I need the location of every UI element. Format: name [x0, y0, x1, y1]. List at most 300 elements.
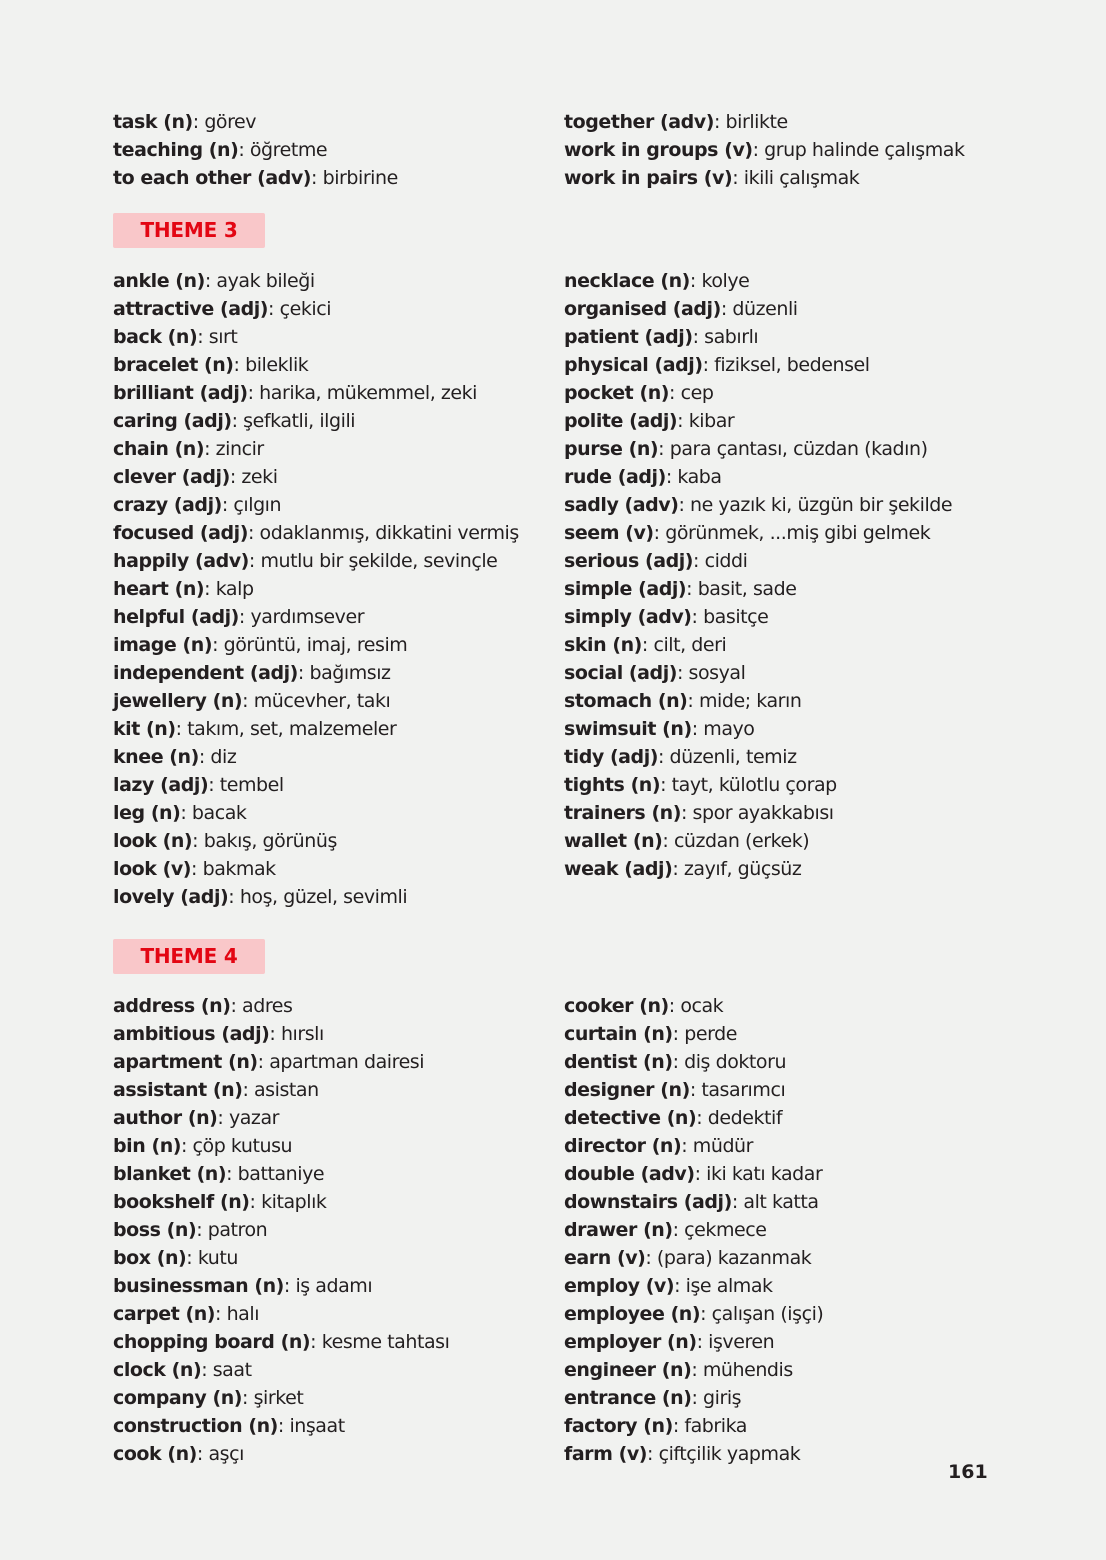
- vocab-term: employee (n): [564, 1303, 701, 1325]
- vocab-term: helpful (adj): [113, 606, 239, 628]
- vocab-meaning: kibar: [688, 410, 735, 432]
- vocab-entry: [564, 855, 1013, 883]
- term-separator: :: [665, 466, 678, 488]
- vocab-entry: [113, 1160, 564, 1188]
- vocab-term: happily (adv): [113, 550, 249, 572]
- vocab-meaning: bileklik: [245, 354, 309, 376]
- term-separator: :: [732, 167, 744, 189]
- section-columns: [113, 992, 1013, 1468]
- vocab-entry: [564, 463, 1013, 491]
- term-separator: :: [681, 1135, 693, 1157]
- vocab-term: wallet (n): [564, 830, 663, 852]
- vocab-entry: [564, 1076, 1013, 1104]
- vocab-term: tidy (adj): [564, 746, 658, 768]
- word-list-left: [113, 108, 564, 192]
- vocab-entry: [113, 108, 564, 136]
- vocab-term: company (n): [113, 1387, 243, 1409]
- vocab-term: clever (adj): [113, 466, 230, 488]
- vocab-entry: [564, 295, 1013, 323]
- theme-3-heading: THEME 3: [113, 213, 265, 248]
- term-separator: :: [217, 1107, 229, 1129]
- term-separator: :: [181, 1135, 193, 1157]
- vocab-entry: [564, 1412, 1013, 1440]
- term-separator: :: [693, 550, 705, 572]
- vocab-entry: [113, 136, 564, 164]
- term-separator: :: [198, 746, 211, 768]
- vocab-meaning: battaniye: [237, 1163, 325, 1185]
- term-separator: :: [692, 326, 705, 348]
- vocab-meaning: görüntü, imaj, resim: [223, 634, 408, 656]
- vocab-meaning: çiftçilik yapmak: [658, 1443, 801, 1465]
- vocab-term: work in groups (v): [564, 139, 753, 161]
- vocab-term: weak (adj): [564, 858, 673, 880]
- vocab-meaning: bakış, görünüş: [203, 830, 337, 852]
- vocab-meaning: düzenli, temiz: [669, 746, 797, 768]
- vocab-entry: [113, 1076, 564, 1104]
- vocab-meaning: kalp: [215, 578, 254, 600]
- vocab-meaning: kesme tahtası: [321, 1331, 450, 1353]
- term-separator: :: [674, 1275, 686, 1297]
- vocab-term: boss (n): [113, 1219, 197, 1241]
- vocab-entry: [564, 1440, 1013, 1468]
- term-separator: :: [283, 1275, 296, 1297]
- vocab-meaning: basitçe: [703, 606, 769, 628]
- term-separator: :: [645, 1247, 657, 1269]
- term-separator: :: [191, 858, 203, 880]
- vocab-term: social (adj): [564, 662, 677, 684]
- vocab-term: farm (v): [564, 1443, 648, 1465]
- vocab-meaning: birlikte: [725, 111, 788, 133]
- term-separator: :: [647, 1443, 659, 1465]
- term-separator: :: [677, 410, 689, 432]
- vocab-term: lovely (adj): [113, 886, 229, 908]
- term-separator: :: [687, 690, 699, 712]
- vocab-meaning: adres: [242, 995, 293, 1017]
- vocab-meaning: fiziksel, bedensel: [714, 354, 870, 376]
- vocab-entry: [113, 1272, 564, 1300]
- vocab-term: assistant (n): [113, 1079, 243, 1101]
- vocab-entry: [564, 351, 1013, 379]
- vocab-entry: [113, 164, 564, 192]
- vocab-term: kit (n): [113, 718, 176, 740]
- vocab-meaning: perde: [684, 1023, 737, 1045]
- term-separator: :: [233, 354, 246, 376]
- vocab-term: blanket (n): [113, 1163, 227, 1185]
- term-separator: :: [242, 1079, 254, 1101]
- vocab-meaning: halı: [226, 1303, 260, 1325]
- term-separator: :: [686, 578, 698, 600]
- vocab-meaning: sosyal: [688, 662, 746, 684]
- vocab-entry: [113, 1020, 564, 1048]
- vocab-entry: [564, 519, 1013, 547]
- vocab-entry: [564, 1048, 1013, 1076]
- vocab-term: entrance (n): [564, 1387, 692, 1409]
- term-separator: :: [672, 1415, 685, 1437]
- vocab-entry: [113, 575, 564, 603]
- vocab-meaning: fabrika: [684, 1415, 748, 1437]
- vocab-entry: [564, 743, 1013, 771]
- vocab-term: factory (n): [564, 1415, 673, 1437]
- vocab-entry: [564, 1216, 1013, 1244]
- vocab-term: cook (n): [113, 1443, 197, 1465]
- term-separator: :: [678, 494, 691, 516]
- vocab-term: teaching (n): [113, 139, 239, 161]
- vocab-term: trainers (n): [564, 802, 681, 824]
- vocab-entry: [113, 855, 564, 883]
- term-separator: :: [696, 1107, 708, 1129]
- vocab-term: swimsuit (n): [564, 718, 692, 740]
- vocab-meaning: kaba: [677, 466, 722, 488]
- vocab-meaning: görev: [204, 111, 257, 133]
- vocab-meaning: hoş, güzel, sevimli: [239, 886, 408, 908]
- vocab-entry: [564, 547, 1013, 575]
- vocab-entry: [113, 435, 564, 463]
- vocab-term: clock (n): [113, 1359, 202, 1381]
- vocab-entry: [564, 1160, 1013, 1188]
- vocab-entry: [564, 491, 1013, 519]
- term-separator: :: [277, 1415, 290, 1437]
- vocab-meaning: kolye: [701, 270, 750, 292]
- vocab-term: earn (v): [564, 1247, 646, 1269]
- term-separator: :: [689, 270, 702, 292]
- term-separator: :: [691, 1387, 704, 1409]
- vocab-meaning: müdür: [692, 1135, 754, 1157]
- vocab-term: chopping board (n): [113, 1331, 311, 1353]
- vocab-entry: [564, 1328, 1013, 1356]
- vocab-meaning: mühendis: [702, 1359, 793, 1381]
- vocab-entry: [564, 1356, 1013, 1384]
- vocab-entry: [113, 1356, 564, 1384]
- vocab-entry: [564, 435, 1013, 463]
- vocab-meaning: öğretme: [249, 139, 328, 161]
- term-separator: :: [215, 1303, 227, 1325]
- vocab-term: bin (n): [113, 1135, 181, 1157]
- vocab-meaning: inşaat: [289, 1415, 345, 1437]
- term-separator: :: [180, 802, 192, 824]
- vocab-term: to each other (adv): [113, 167, 312, 189]
- term-separator: :: [677, 662, 689, 684]
- vocab-entry: [113, 1104, 564, 1132]
- term-separator: :: [192, 111, 205, 133]
- word-list-right: [564, 992, 1013, 1468]
- vocab-term: employ (v): [564, 1275, 675, 1297]
- term-separator: :: [669, 382, 681, 404]
- vocab-entry: [564, 379, 1013, 407]
- term-separator: :: [297, 662, 310, 684]
- vocab-term: knee (n): [113, 746, 199, 768]
- vocab-term: look (n): [113, 830, 193, 852]
- term-separator: :: [238, 139, 250, 161]
- term-separator: :: [238, 606, 251, 628]
- term-separator: :: [702, 354, 715, 376]
- vocab-term: physical (adj): [564, 354, 703, 376]
- vocab-entry: [113, 519, 564, 547]
- vocab-term: sadly (adv): [564, 494, 679, 516]
- vocab-meaning: mutlu bir şekilde, sevinçle: [260, 550, 498, 572]
- vocab-term: designer (n): [564, 1079, 690, 1101]
- vocab-meaning: işveren: [708, 1331, 775, 1353]
- word-list-right: [564, 108, 1013, 192]
- vocab-term: heart (n): [113, 578, 205, 600]
- vocab-entry: [564, 992, 1013, 1020]
- term-separator: :: [672, 1023, 685, 1045]
- vocab-meaning: zeki: [241, 466, 278, 488]
- vocab-meaning: harika, mükemmel, zeki: [259, 382, 478, 404]
- term-separator: :: [242, 690, 254, 712]
- term-separator: :: [641, 634, 654, 656]
- vocab-entry: [113, 1216, 564, 1244]
- term-separator: :: [689, 1079, 702, 1101]
- vocab-meaning: hırslı: [280, 1023, 324, 1045]
- vocab-meaning: zincir: [215, 438, 264, 460]
- vocab-term: ankle (n): [113, 270, 205, 292]
- vocab-entry: [113, 1328, 564, 1356]
- term-separator: :: [247, 382, 260, 404]
- vocab-meaning: ikili çalışmak: [743, 167, 860, 189]
- vocab-meaning: dedektif: [707, 1107, 783, 1129]
- vocab-entry: [564, 323, 1013, 351]
- vocab-entry: [113, 1412, 564, 1440]
- term-separator: :: [269, 1023, 281, 1045]
- word-list-right: [564, 267, 1013, 911]
- vocab-term: leg (n): [113, 802, 181, 824]
- vocab-term: jewellery (n): [113, 690, 243, 712]
- vocab-term: purse (n): [564, 438, 659, 460]
- theme-4-heading: THEME 4: [113, 939, 265, 974]
- vocab-meaning: spor ayakkabısı: [692, 802, 834, 824]
- vocab-term: back (n): [113, 326, 198, 348]
- vocab-entry: [113, 1188, 564, 1216]
- word-list-left: [113, 267, 564, 911]
- term-separator: :: [691, 718, 704, 740]
- vocab-meaning: apartman dairesi: [269, 1051, 425, 1073]
- vocab-meaning: çekmece: [684, 1219, 767, 1241]
- vocab-term: businessman (n): [113, 1275, 284, 1297]
- vocab-term: independent (adj): [113, 662, 298, 684]
- vocab-entry: [113, 827, 564, 855]
- vocab-meaning: ne yazık ki, üzgün bir şekilde: [690, 494, 953, 516]
- vocab-entry: [564, 164, 1013, 192]
- vocab-meaning: görünmek, ...miş gibi gelmek: [665, 522, 931, 544]
- vocab-term: apartment (n): [113, 1051, 258, 1073]
- term-separator: :: [208, 774, 220, 796]
- vocab-meaning: asistan: [253, 1079, 319, 1101]
- vocab-entry: [113, 603, 564, 631]
- vocab-term: dentist (n): [564, 1051, 673, 1073]
- term-separator: :: [268, 298, 280, 320]
- vocab-term: ambitious (adj): [113, 1023, 270, 1045]
- vocab-term: focused (adj): [113, 522, 248, 544]
- vocab-term: employer (n): [564, 1331, 697, 1353]
- term-separator: :: [204, 270, 217, 292]
- term-separator: :: [228, 886, 240, 908]
- section-theme-4: [113, 992, 1013, 1468]
- vocab-meaning: ocak: [680, 995, 724, 1017]
- vocab-term: work in pairs (v): [564, 167, 733, 189]
- vocab-term: together (adv): [564, 111, 714, 133]
- term-separator: :: [700, 1303, 712, 1325]
- section-columns: [113, 267, 1013, 911]
- term-separator: :: [681, 802, 693, 824]
- vocab-meaning: para çantası, cüzdan (kadın): [669, 438, 928, 460]
- term-separator: :: [226, 1163, 238, 1185]
- vocab-meaning: şirket: [253, 1387, 304, 1409]
- vocab-meaning: çöp kutusu: [192, 1135, 293, 1157]
- term-separator: :: [230, 995, 243, 1017]
- vocab-entry: [564, 267, 1013, 295]
- term-separator: :: [204, 578, 216, 600]
- vocab-meaning: giriş: [703, 1387, 742, 1409]
- term-separator: :: [310, 1331, 322, 1353]
- term-separator: :: [658, 746, 670, 768]
- vocab-meaning: aşçı: [208, 1443, 244, 1465]
- vocab-entry: [564, 575, 1013, 603]
- term-separator: :: [691, 606, 704, 628]
- vocab-meaning: mide; karın: [698, 690, 802, 712]
- vocab-meaning: şefkatli, ilgili: [243, 410, 356, 432]
- vocab-meaning: iş adamı: [295, 1275, 373, 1297]
- vocab-entry: [113, 407, 564, 435]
- vocab-meaning: tembel: [219, 774, 284, 796]
- term-separator: :: [653, 522, 666, 544]
- vocab-entry: [564, 1300, 1013, 1328]
- vocab-entry: [113, 547, 564, 575]
- vocab-entry: [113, 715, 564, 743]
- vocab-entry: [113, 379, 564, 407]
- vocab-entry: [564, 1188, 1013, 1216]
- vocab-term: pocket (n): [564, 382, 670, 404]
- vocab-term: tights (n): [564, 774, 661, 796]
- vocab-entry: [113, 799, 564, 827]
- vocab-meaning: tayt, külotlu çorap: [671, 774, 837, 796]
- vocab-entry: [564, 799, 1013, 827]
- vocab-entry: [113, 463, 564, 491]
- vocab-meaning: düzenli: [732, 298, 798, 320]
- vocab-term: caring (adj): [113, 410, 232, 432]
- vocab-meaning: cep: [680, 382, 714, 404]
- term-separator: :: [229, 466, 242, 488]
- term-separator: :: [694, 1163, 707, 1185]
- term-separator: :: [660, 774, 672, 796]
- vocab-meaning: grup halinde çalışmak: [764, 139, 965, 161]
- vocab-meaning: odaklanmış, dikkatini vermiş: [259, 522, 519, 544]
- vocab-meaning: mayo: [703, 718, 755, 740]
- vocab-meaning: kitaplık: [261, 1191, 327, 1213]
- vocab-term: bookshelf (n): [113, 1191, 250, 1213]
- vocab-entry: [564, 603, 1013, 631]
- term-separator: :: [720, 298, 733, 320]
- term-separator: :: [249, 1191, 262, 1213]
- vocab-meaning: patron: [207, 1219, 268, 1241]
- term-separator: :: [662, 830, 674, 852]
- word-list-left: [113, 992, 564, 1468]
- term-separator: :: [713, 111, 726, 133]
- term-separator: :: [221, 494, 234, 516]
- vocab-entry: [564, 687, 1013, 715]
- term-separator: :: [672, 1051, 685, 1073]
- vocab-term: bracelet (n): [113, 354, 234, 376]
- vocab-meaning: işe almak: [685, 1275, 773, 1297]
- vocab-meaning: sabırlı: [704, 326, 759, 348]
- term-separator: :: [752, 139, 765, 161]
- term-separator: :: [672, 1219, 685, 1241]
- vocab-term: rude (adj): [564, 466, 666, 488]
- vocab-entry: [564, 1020, 1013, 1048]
- vocab-meaning: alt katta: [743, 1191, 819, 1213]
- term-separator: :: [192, 830, 204, 852]
- vocab-term: seem (v): [564, 522, 654, 544]
- vocab-term: drawer (n): [564, 1219, 673, 1241]
- vocab-term: chain (n): [113, 438, 205, 460]
- term-separator: :: [311, 167, 323, 189]
- vocab-entry: [564, 108, 1013, 136]
- vocab-entry: [113, 1132, 564, 1160]
- vocab-entry: [113, 743, 564, 771]
- term-separator: :: [197, 326, 209, 348]
- vocab-term: attractive (adj): [113, 298, 269, 320]
- vocab-term: simple (adj): [564, 578, 687, 600]
- vocab-term: organised (adj): [564, 298, 721, 320]
- term-separator: :: [175, 718, 188, 740]
- vocab-term: stomach (n): [564, 690, 688, 712]
- term-separator: :: [691, 1359, 703, 1381]
- vocab-meaning: ciddi: [704, 550, 748, 572]
- vocab-term: skin (n): [564, 634, 642, 656]
- term-separator: :: [658, 438, 670, 460]
- vocab-term: task (n): [113, 111, 193, 133]
- vocab-meaning: basit, sade: [697, 578, 797, 600]
- vocab-entry: [113, 491, 564, 519]
- vocab-term: box (n): [113, 1247, 187, 1269]
- vocab-entry: [113, 295, 564, 323]
- term-separator: :: [186, 1247, 198, 1269]
- vocab-meaning: diz: [210, 746, 237, 768]
- vocab-meaning: yazar: [228, 1107, 280, 1129]
- term-separator: :: [212, 634, 224, 656]
- vocab-meaning: çılgın: [233, 494, 282, 516]
- vocab-meaning: çekici: [279, 298, 332, 320]
- vocab-term: carpet (n): [113, 1303, 216, 1325]
- vocab-term: double (adv): [564, 1163, 695, 1185]
- vocab-entry: [113, 687, 564, 715]
- vocab-entry: [113, 323, 564, 351]
- vocab-entry: [113, 1300, 564, 1328]
- vocab-term: downstairs (adj): [564, 1191, 732, 1213]
- vocab-meaning: bağımsız: [309, 662, 391, 684]
- term-separator: :: [196, 1219, 208, 1241]
- vocab-entry: [564, 136, 1013, 164]
- vocab-term: serious (adj): [564, 550, 694, 572]
- vocab-term: simply (adv): [564, 606, 692, 628]
- term-separator: :: [196, 1443, 209, 1465]
- vocab-meaning: iki katı kadar: [706, 1163, 823, 1185]
- term-separator: :: [231, 410, 244, 432]
- vocab-meaning: sırt: [208, 326, 238, 348]
- vocab-entry: [564, 1272, 1013, 1300]
- vocab-entry: [113, 1384, 564, 1412]
- vocab-meaning: bacak: [191, 802, 247, 824]
- term-separator: :: [672, 858, 684, 880]
- vocab-meaning: ayak bileği: [216, 270, 315, 292]
- vocab-entry: [564, 659, 1013, 687]
- term-separator: :: [201, 1359, 213, 1381]
- section-theme-3: [113, 267, 1013, 911]
- vocab-term: detective (n): [564, 1107, 697, 1129]
- vocab-term: image (n): [113, 634, 213, 656]
- vocab-term: curtain (n): [564, 1023, 673, 1045]
- vocab-term: polite (adj): [564, 410, 678, 432]
- vocab-term: crazy (adj): [113, 494, 222, 516]
